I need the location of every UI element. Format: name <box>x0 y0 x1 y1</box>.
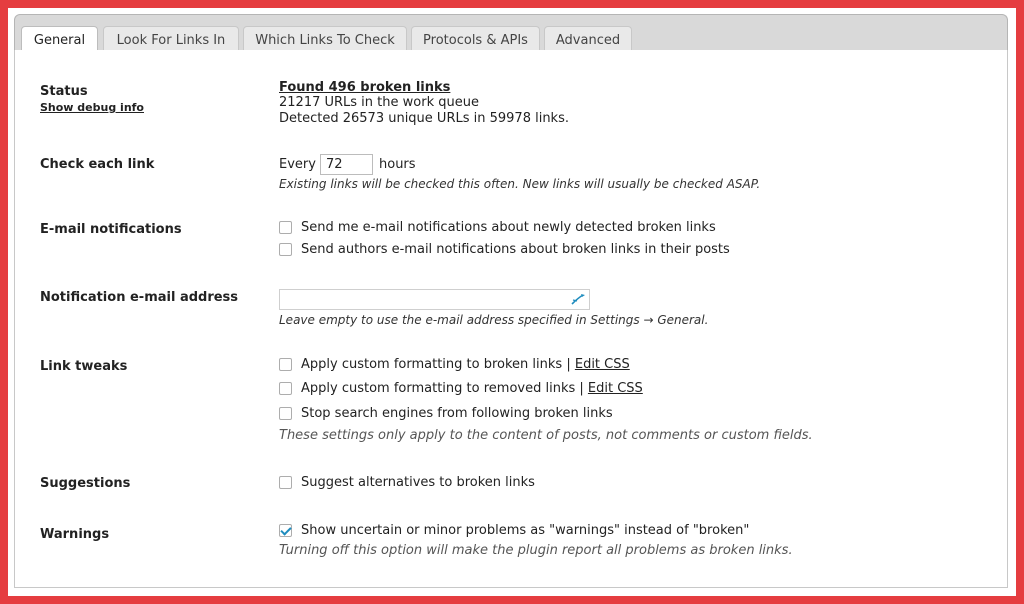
detected-urls-text: Detected 26573 unique URLs in 59978 links. <box>279 111 569 126</box>
settings-window <box>8 8 1016 596</box>
status-label: Status <box>40 84 88 99</box>
format-broken-links-label: Apply custom formatting to broken links | Edit CSS <box>301 357 630 372</box>
show-debug-info-link[interactable]: Show debug info <box>40 101 144 114</box>
notify-me-checkbox[interactable] <box>279 221 292 234</box>
format-broken-links-checkbox[interactable] <box>279 358 292 371</box>
edit-css-broken-link[interactable]: Edit CSS <box>574 357 630 372</box>
format-removed-links-checkbox[interactable] <box>279 382 292 395</box>
suggestions-label: Suggestions <box>40 476 131 491</box>
notification-email-note: Leave empty to use the e-mail address specified in Settings → General. <box>279 313 709 327</box>
hours-text: hours <box>379 157 416 172</box>
check-each-link-label: Check each link <box>40 157 155 172</box>
pen-icon <box>570 292 586 306</box>
format-removed-links-label: Apply custom formatting to removed links | Edit CSS <box>301 381 643 396</box>
notification-email-input[interactable] <box>279 289 590 310</box>
tab-protocols-apis[interactable]: Protocols & APIs <box>411 26 540 53</box>
edit-css-removed-link[interactable]: Edit CSS <box>587 381 643 396</box>
check-interval-note: Existing links will be checked this often. New links will usually be checked ASAP. <box>279 177 761 191</box>
suggest-alternatives-label: Suggest alternatives to broken links <box>301 475 535 490</box>
link-tweaks-note: These settings only apply to the content of posts, not comments or custom fields. <box>279 428 813 443</box>
tab-look-for-links-in[interactable]: Look For Links In <box>103 26 239 53</box>
nofollow-broken-links-label: Stop search engines from following broken links <box>301 406 613 421</box>
warnings-label: Warnings <box>40 527 110 542</box>
suggest-alternatives-checkbox[interactable] <box>279 476 292 489</box>
found-broken-links-link[interactable]: Found 496 broken links <box>279 80 451 95</box>
nofollow-broken-links-checkbox[interactable] <box>279 407 292 420</box>
check-interval-input[interactable] <box>320 154 373 175</box>
tab-bar <box>14 14 1008 51</box>
warnings-note: Turning off this option will make the plugin report all problems as broken links. <box>279 543 793 558</box>
link-tweaks-label: Link tweaks <box>40 359 128 374</box>
work-queue-text: 21217 URLs in the work queue <box>279 95 479 110</box>
tab-advanced[interactable]: Advanced <box>544 26 632 53</box>
every-text: Every <box>279 157 316 172</box>
tab-general[interactable]: General <box>21 26 98 54</box>
warnings-checkbox[interactable] <box>279 524 292 537</box>
notification-email-label: Notification e-mail address <box>40 290 239 305</box>
warnings-option-label: Show uncertain or minor problems as "warnings" instead of "broken" <box>301 523 750 538</box>
notify-authors-label: Send authors e-mail notifications about broken links in their posts <box>301 242 730 257</box>
notify-me-label: Send me e-mail notifications about newly detected broken links <box>301 220 716 235</box>
tab-which-links-to-check[interactable]: Which Links To Check <box>243 26 407 53</box>
email-notifications-label: E-mail notifications <box>40 222 182 237</box>
notify-authors-checkbox[interactable] <box>279 243 292 256</box>
